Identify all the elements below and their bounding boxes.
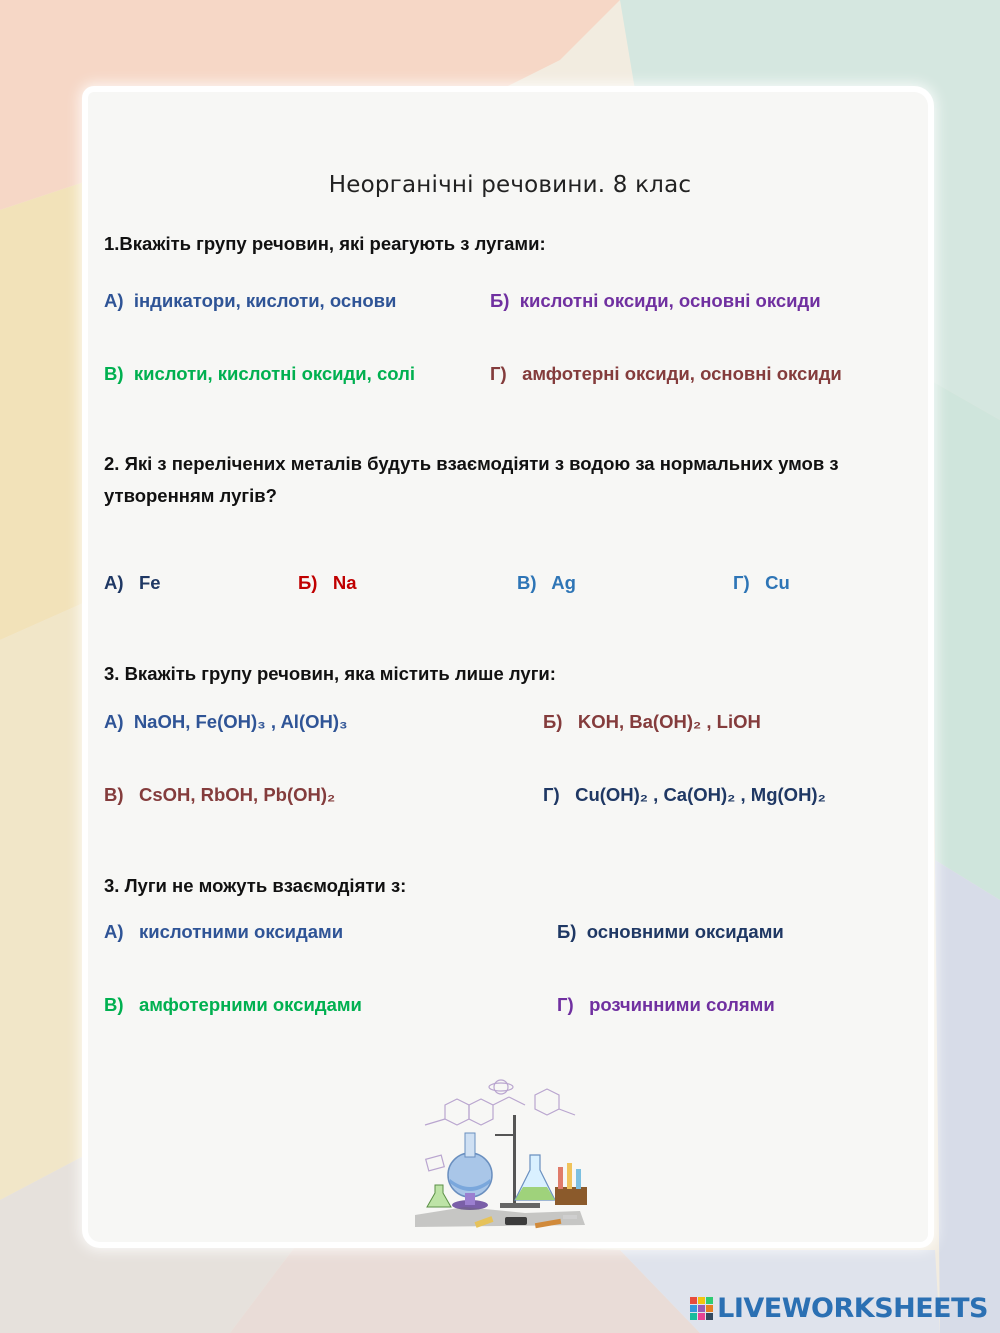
option-text: KOH, Ba(OH)₂ , LiOH [577,711,761,732]
option-letter: В) [104,784,124,805]
option-letter: А) [104,921,124,942]
option-letter: Г) [490,363,507,384]
option-letter: А) [104,290,124,311]
option-text: Cu(OH)₂ , Ca(OH)₂ , Mg(OH)₂ [575,784,826,805]
logo-grid-icon [690,1297,713,1320]
question-3-option-d[interactable] [543,784,826,806]
option-letter: Б) [543,711,563,732]
question-4-option-b[interactable] [557,921,784,943]
question-2-option-b[interactable] [298,572,357,594]
option-text: розчинними солями [589,994,775,1015]
question-3-option-a[interactable] [104,711,348,733]
option-letter: В) [517,572,537,593]
option-text: кислотні оксиди, основні оксиди [519,290,821,311]
question-4-option-d[interactable] [557,994,775,1016]
option-letter: А) [104,711,124,732]
option-text: CsOH, RbOH, Pb(OH)₂ [138,784,336,805]
question-4-text: 3. Луги не можуть взаємодіяти з: [104,875,407,896]
option-letter: Б) [557,921,577,942]
question-4-option-a[interactable] [104,921,343,943]
option-text: амфотерні оксиди, основні оксиди [522,363,842,384]
question-2-option-d[interactable] [733,572,790,594]
question-1-option-a[interactable] [104,290,396,312]
option-text: Cu [765,572,790,593]
option-letter: Б) [298,572,318,593]
option-text: кислотними оксидами [138,921,344,942]
page-title: Неорганічні речовини. 8 клас [328,172,692,198]
option-letter: Г) [733,572,750,593]
option-text: основними оксидами [586,921,784,942]
question-2-text: 2. Які з перелічених металів будуть взаємодіяти з водою за нормальних умов з утворенням лугів? [104,453,839,506]
option-text: Ag [551,572,576,593]
option-text: NaOH, Fe(OH)₃ , Al(OH)₃ [133,711,348,732]
option-text: Fe [138,572,161,593]
chemistry-lab-illustration [405,1075,590,1235]
option-letter: Г) [543,784,560,805]
option-text: амфотерними оксидами [138,994,362,1015]
question-3-text: 3. Вкажіть групу речовин, яка містить лише луги: [104,663,556,684]
question-1-option-d[interactable] [490,363,842,385]
question-1-option-c[interactable] [104,363,415,385]
liveworksheets-logo[interactable] [690,1293,988,1323]
option-letter: А) [104,572,124,593]
question-2-option-c[interactable] [517,572,576,594]
question-3-option-b[interactable] [543,711,761,733]
question-1-text: 1.Вкажіть групу речовин, які реагують з лугами: [104,233,546,254]
question-4-option-c[interactable] [104,994,362,1016]
option-text: кислоти, кислотні оксиди, солі [133,363,415,384]
option-letter: В) [104,994,124,1015]
option-letter: В) [104,363,124,384]
option-text: індикатори, кислоти, основи [133,290,397,311]
brand-name: LIVEWORKSHEETS [717,1292,988,1324]
option-letter: Г) [557,994,574,1015]
question-2-option-a[interactable] [104,572,161,594]
question-1-option-b[interactable] [490,290,821,312]
option-text: Na [332,572,357,593]
option-letter: Б) [490,290,510,311]
question-3-option-c[interactable] [104,784,335,806]
